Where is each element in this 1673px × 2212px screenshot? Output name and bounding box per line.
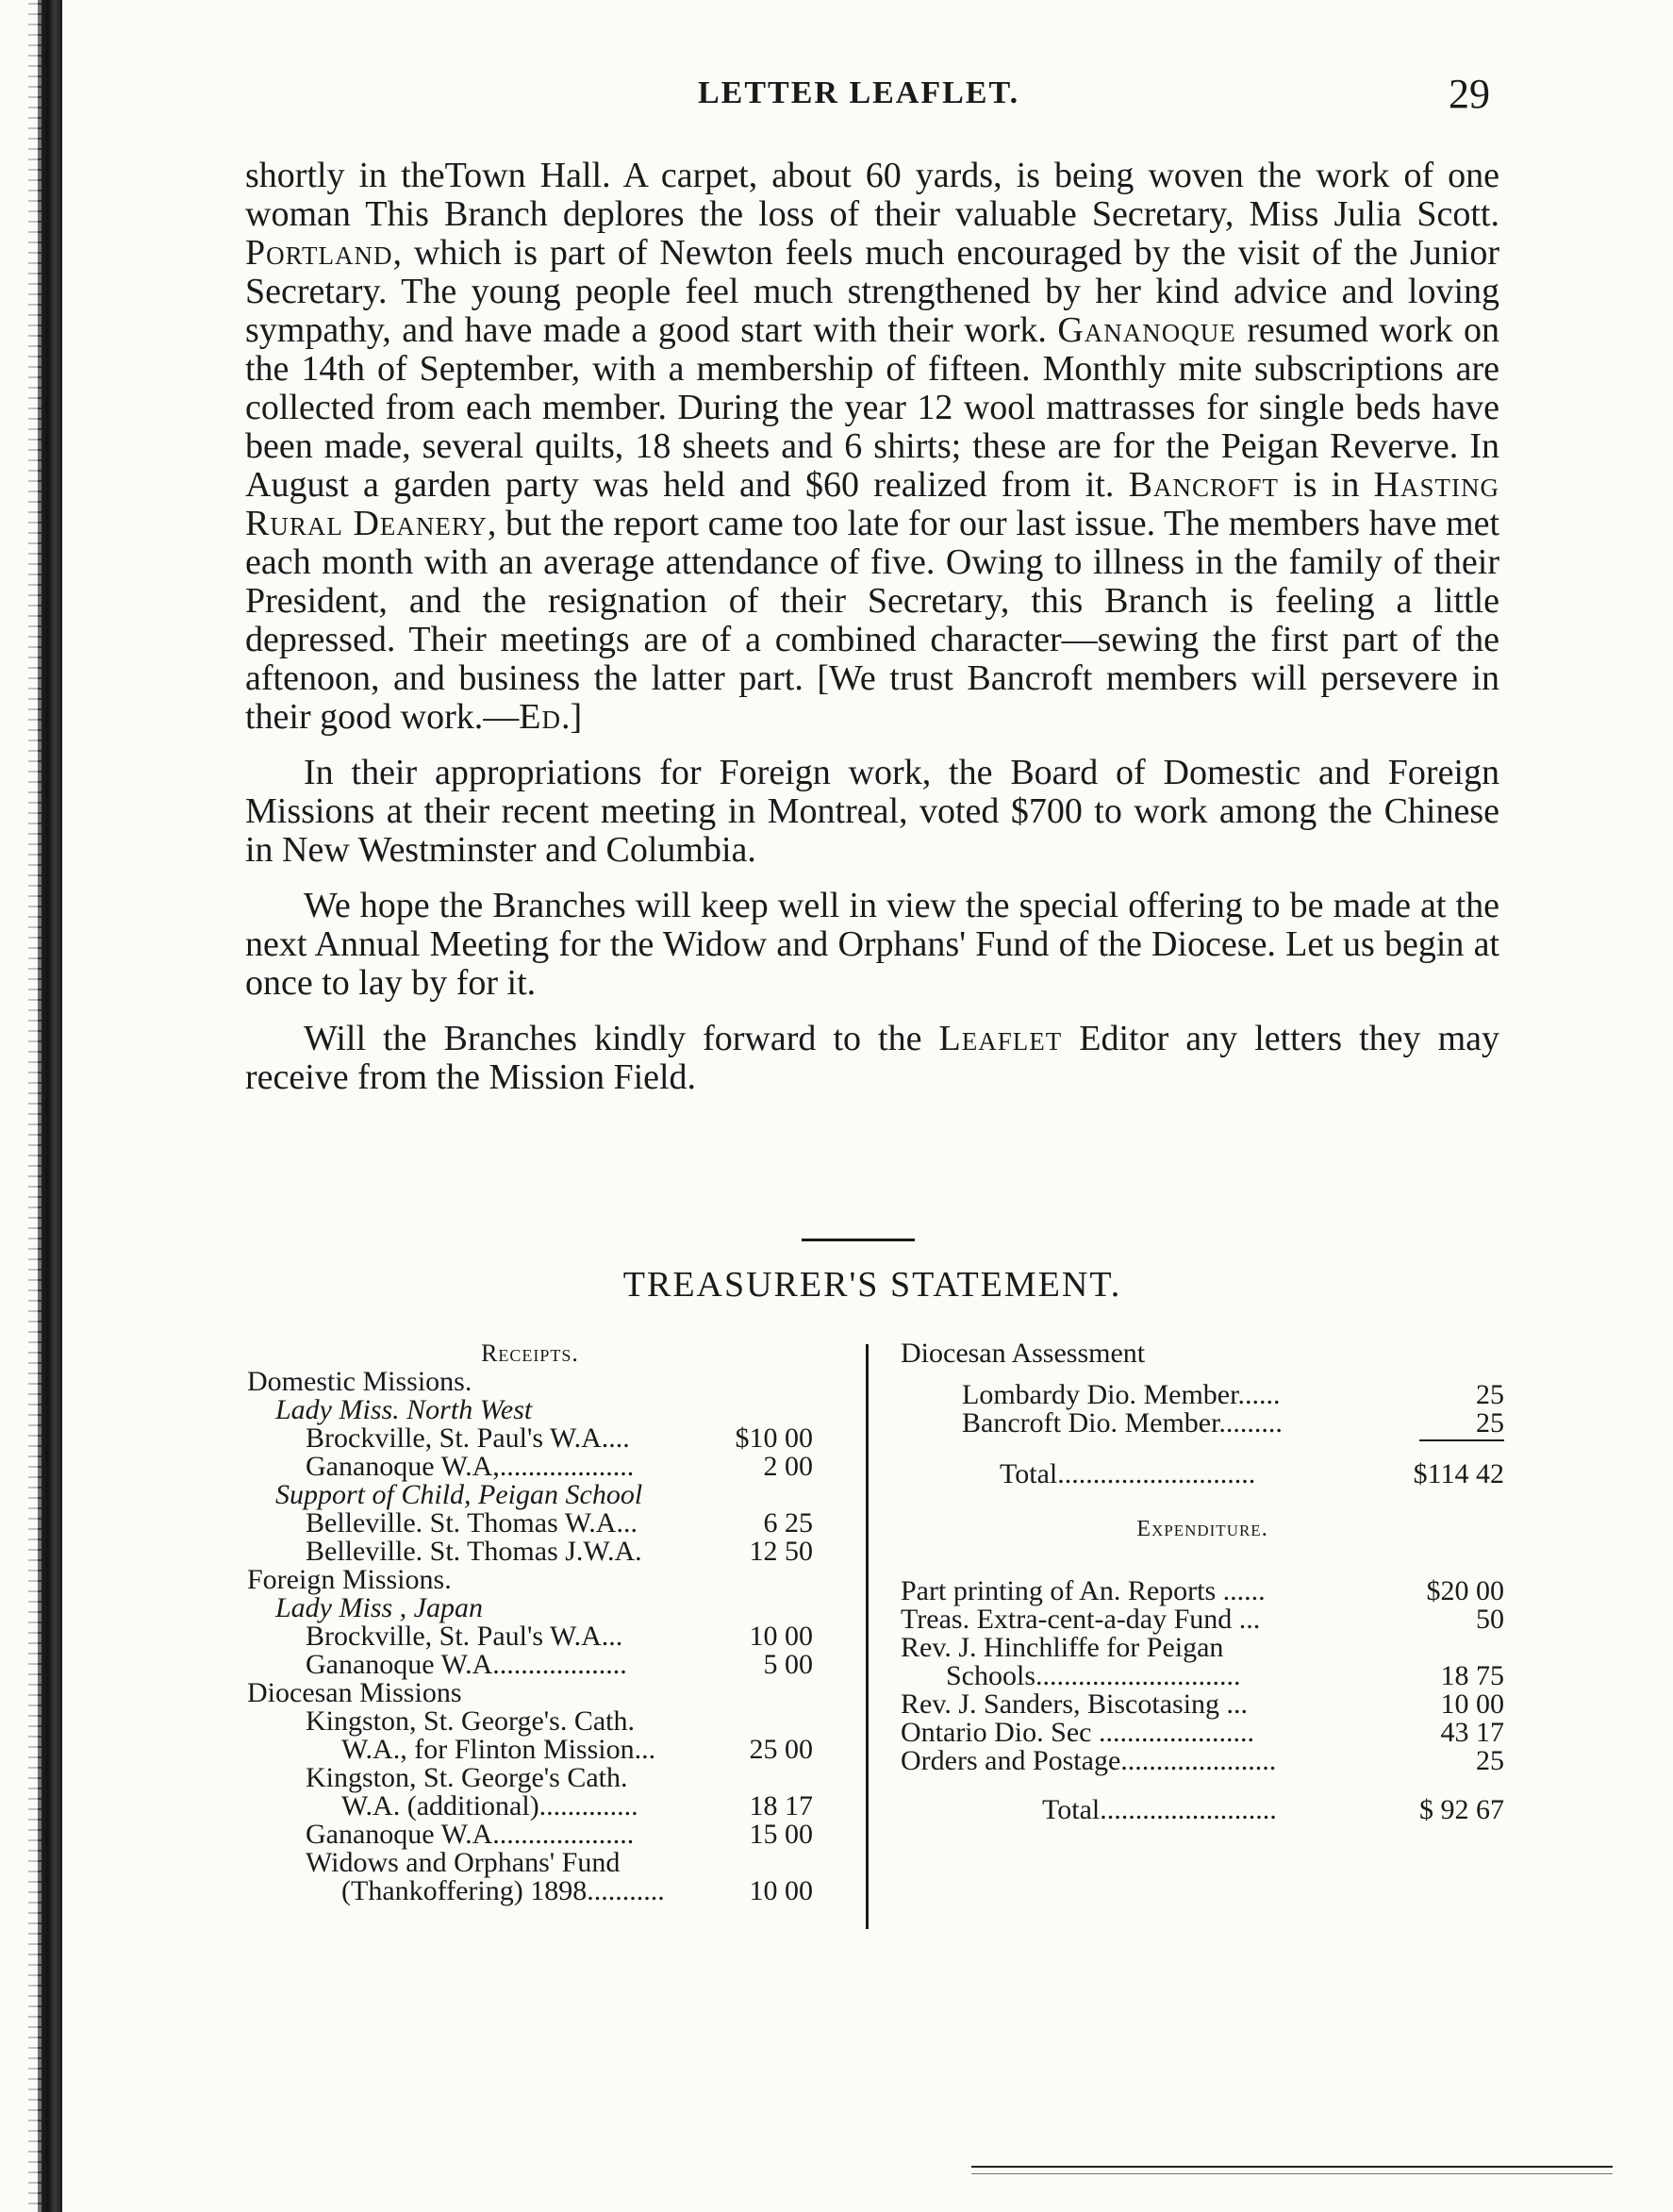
- p4-text-post: Editor any letters they may receive from the Mission Field.: [245, 1019, 1499, 1097]
- receipt-row: [247, 1622, 851, 1651]
- section-divider: [802, 1239, 915, 1241]
- expenditure-row: [901, 1577, 1504, 1605]
- receipt-row: [247, 1481, 851, 1509]
- receipt-label: W.A. (additional)..............: [341, 1790, 638, 1821]
- receipt-label: Belleville. St. Thomas W.A...: [306, 1507, 638, 1538]
- text-run: shortly in the: [245, 156, 445, 195]
- expenditure-amount: 18 75: [1440, 1660, 1504, 1691]
- receipt-label: Gananoque W.A...................: [306, 1649, 627, 1680]
- paragraph-foreign-appropriations: In their appropriations for Foreign work, the Board of Domestic and Foreign Missions at their recent meeting in Montreal, voted $700 to work among the Chinese in New Westminster and Columbia.: [245, 753, 1499, 870]
- text-run: , which is part of Newton feels much encouraged by the visit of the Junior Secretary. The young people feel much strengthened by her kind advice and loving sympathy, and have made a good start with their work.: [245, 233, 1499, 350]
- text-run: , but the report came too late for our last issue. The members have met each month with an average attendance of five. Owing to illness in the family of their President, and the resignation of their Secretary, this Branch is feeling a little depressed. Their meetings are of a combined character—sewing the first part of the aftenoon, and business the latter part. [We trust Bancroft members will persevere in their good work.—: [245, 504, 1500, 737]
- expenditure-total-label: Total.........................: [1042, 1794, 1277, 1825]
- receipt-amount: 10 00: [749, 1621, 813, 1652]
- receipt-amount: 5 00: [763, 1649, 813, 1680]
- receipt-row: [247, 1764, 851, 1792]
- receipt-label: Gananoque W.A....................: [306, 1819, 635, 1850]
- expenditure-amount: 43 17: [1440, 1717, 1504, 1748]
- receipt-label: Support of Child, Peigan School: [275, 1479, 643, 1510]
- receipt-row: [247, 1877, 851, 1905]
- receipt-row: [247, 1453, 851, 1481]
- expenditure-row: [901, 1605, 1504, 1634]
- receipt-label: Widows and Orphans' Fund: [306, 1847, 621, 1878]
- expenditure-amount: 10 00: [1440, 1688, 1504, 1720]
- receipt-amount: 2 00: [763, 1451, 813, 1482]
- footer-rule-thin: [971, 2173, 1613, 2174]
- receipt-row: [247, 1368, 851, 1396]
- p4-text-pre: Will the Branches kindly forward to the: [304, 1019, 939, 1058]
- assessment-label: Lombardy Dio. Member......: [962, 1379, 1281, 1410]
- receipt-label: Lady Miss. North West: [275, 1394, 533, 1425]
- expenditure-row: [901, 1719, 1504, 1747]
- expenditure-row: [901, 1690, 1504, 1719]
- smallcaps-run: Portland: [245, 233, 393, 273]
- assessment-list: [901, 1381, 1504, 1438]
- receipt-row: [247, 1679, 851, 1707]
- expenditure-row: [901, 1747, 1504, 1775]
- receipt-row: [247, 1538, 851, 1566]
- expenditure-amount: 50: [1476, 1604, 1504, 1635]
- expenditure-label: Orders and Postage......................: [901, 1745, 1277, 1776]
- receipt-row: [247, 1509, 851, 1538]
- receipt-amount: 15 00: [749, 1819, 813, 1850]
- assessment-total-amount: $114 42: [1413, 1458, 1504, 1489]
- expenditure-total: [901, 1796, 1504, 1824]
- running-head: LETTER LEAFLET.: [698, 75, 1020, 110]
- expenditure-label: Schools.............................: [946, 1660, 1241, 1691]
- expenditure-label: Ontario Dio. Sec ......................: [901, 1717, 1254, 1748]
- receipt-row: [247, 1821, 851, 1849]
- expenditure-label: Part printing of An. Reports ......: [901, 1575, 1266, 1606]
- receipt-amount: $10 00: [735, 1422, 813, 1454]
- assessment-heading: [901, 1339, 1504, 1368]
- assessment-label: Bancroft Dio. Member.........: [962, 1407, 1283, 1439]
- expenditure-label: Rev. J. Hinchliffe for Peigan: [901, 1632, 1224, 1663]
- footer-rule: [971, 2166, 1613, 2168]
- paragraph-mission-letters: [245, 1020, 1499, 1097]
- text-run: .]: [560, 697, 583, 737]
- expenditure-amount: 25: [1476, 1745, 1504, 1776]
- receipt-label: Brockville, St. Paul's W.A....: [306, 1422, 630, 1454]
- receipt-label: Foreign Missions.: [247, 1564, 452, 1595]
- expenditure-label: Treas. Extra-cent-a-day Fund ...: [901, 1604, 1261, 1635]
- receipt-amount: 10 00: [749, 1875, 813, 1906]
- receipt-label: Diocesan Missions: [247, 1677, 462, 1708]
- statement-title: TREASURER'S STATEMENT.: [622, 1265, 1122, 1305]
- body-text: [245, 157, 1499, 1097]
- assessment-amount: 25: [1476, 1379, 1504, 1410]
- text-run: is in: [1278, 465, 1374, 505]
- expenditure-list: [901, 1577, 1504, 1775]
- receipt-label: W.A., for Flinton Mission...: [341, 1734, 656, 1765]
- receipts-heading: Receipts.: [481, 1339, 579, 1367]
- expenditure-row: [901, 1662, 1504, 1690]
- expenditure-row: [901, 1634, 1504, 1662]
- receipt-label: Gananoque W.A,...................: [306, 1451, 635, 1482]
- smallcaps-run: Gananoque: [1057, 310, 1236, 350]
- sum-line: [1419, 1439, 1504, 1441]
- expenditure-total-amount: $ 92 67: [1419, 1794, 1504, 1825]
- receipt-row: [247, 1594, 851, 1622]
- text-run: resumed work on the 14th of September, with a membership of fifteen. Monthly mite subscriptions are collected from each member. During the year 12 wool mattrasses for single beds have been made, several quilts, 18 sheets and 6 shirts; these are for the Peigan Reverve. In August a garden party was held and $60 realized from it.: [245, 310, 1499, 505]
- smallcaps-run: Ed: [519, 697, 561, 737]
- receipt-label: Kingston, St. George's Cath.: [306, 1762, 628, 1793]
- assessment-heading-text: Diocesan Assessment: [901, 1338, 1146, 1369]
- receipt-row: [247, 1651, 851, 1679]
- receipt-row: [247, 1736, 851, 1764]
- receipt-label: Brockville, St. Paul's W.A...: [306, 1621, 623, 1652]
- receipt-label: (Thankoffering) 1898...........: [341, 1875, 665, 1906]
- receipt-row: [247, 1566, 851, 1594]
- assessment-expenditure-column: [901, 1339, 1504, 1824]
- receipt-row: [247, 1424, 851, 1453]
- assessment-sum-rule: [901, 1439, 1504, 1443]
- receipt-row: [247, 1396, 851, 1424]
- smallcaps-run: Hasting Rural Deanery: [245, 465, 1499, 543]
- receipt-row: [247, 1849, 851, 1877]
- book-spine-speckle: [28, 0, 41, 2212]
- expenditure-label: Rev. J. Sanders, Biscotasing ...: [901, 1688, 1249, 1720]
- page-header: [245, 71, 1490, 132]
- assessment-total-label: Total............................: [1000, 1458, 1256, 1489]
- smallcaps-run: Bancroft: [1128, 465, 1279, 505]
- receipts-column: [247, 1339, 851, 1905]
- text-run: the work of one woman This Branch deplores the loss of their valuable Secretary, Miss Julia Scott.: [245, 156, 1500, 234]
- receipt-amount: 18 17: [749, 1790, 813, 1821]
- receipt-label: Belleville. St. Thomas J.W.A.: [306, 1536, 642, 1567]
- receipt-row: [247, 1792, 851, 1821]
- assessment-row: [901, 1381, 1504, 1409]
- expenditure-amount: $20 00: [1426, 1575, 1504, 1606]
- receipt-label: Domestic Missions.: [247, 1366, 472, 1397]
- receipt-label: Kingston, St. George's. Cath.: [306, 1705, 636, 1737]
- receipt-label: Lady Miss , Japan: [275, 1592, 483, 1623]
- receipt-amount: 12 50: [749, 1536, 813, 1567]
- expenditure-heading: Expenditure.: [1136, 1517, 1268, 1541]
- page-number: 29: [1449, 71, 1490, 117]
- p4-leaflet-smallcaps: Leaflet: [938, 1019, 1063, 1058]
- receipt-amount: 6 25: [763, 1507, 813, 1538]
- receipts-list: [247, 1368, 851, 1905]
- receipt-row: [247, 1707, 851, 1736]
- paragraph-branch-reports: [245, 157, 1499, 737]
- column-divider: [866, 1344, 869, 1929]
- assessment-total: [901, 1460, 1504, 1489]
- assessment-row: [901, 1409, 1504, 1438]
- assessment-amount: 25: [1476, 1407, 1504, 1439]
- text-run: Town Hall. A carpet, about 60 yards, is being woven: [444, 156, 1244, 195]
- paragraph-widow-orphans-fund: We hope the Branches will keep well in view the special offering to be made at the next Annual Meeting for the Widow and Orphans' Fund of the Diocese. Let us begin at once to lay by for it.: [245, 886, 1499, 1003]
- receipt-amount: 25 00: [749, 1734, 813, 1765]
